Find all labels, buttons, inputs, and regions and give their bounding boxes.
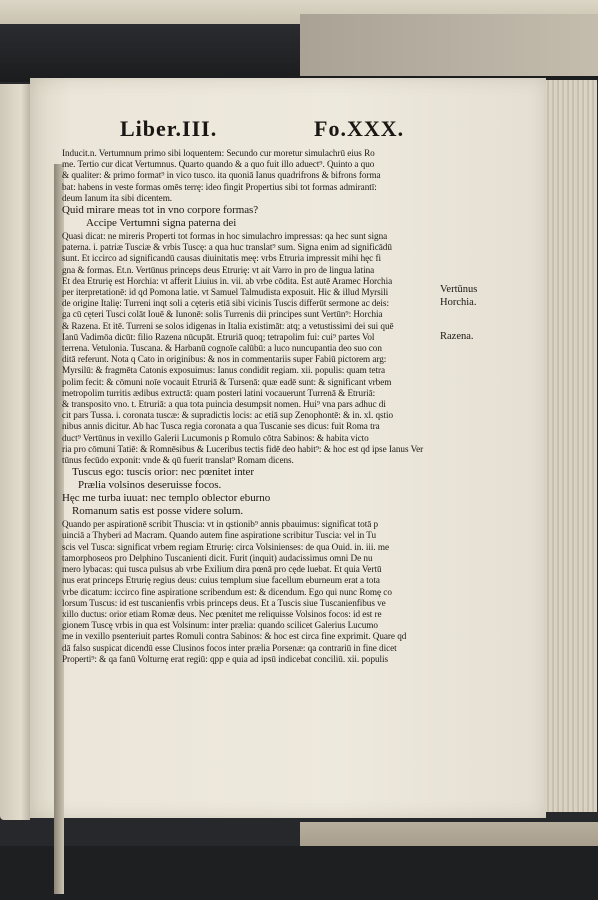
text-line: uinciā a Thyberi ad Macram. Quando autem fine aspiratione scribitur Tuscia: vel in Tu xyxy=(62,530,377,541)
running-header-folio: Fo.XXX. xyxy=(314,116,405,141)
text-line: ga cū cęteri Tusci colāt Iouē & Iunonē: solis Turrenis dii principes sunt Vertūn⁹: Horchia xyxy=(62,309,383,320)
text-line: tamorphoseos pro Delphino Tuscanienti dicit. Furit (inquit) audacissimus omni De nu xyxy=(62,552,373,563)
verse-line: Quid mirare meas tot in vno corpore formas? xyxy=(62,204,259,217)
text-line: dā falso suspicat dicendū esse Clusinos focos inter prælia Porsenæ: qa contrariū in fine dicet xyxy=(62,642,397,653)
verse-line: Prælia volsinos deseruisse focos. xyxy=(78,479,222,492)
text-line: Et dea Etrurię est Horchia: vt afferit Liuius in. vii. ab vrbe cōdita. Est autē Aramec Horchia xyxy=(62,275,393,286)
text-line: xillo ductus: orior etiam Romæ deus. Nec pœnitet me reliquisse Volsinos focos: id est re xyxy=(62,608,382,619)
verse-line: Hęc me turba iuuat: nec templo oblector eburno xyxy=(62,492,271,505)
text-line: tūnus fecūdo exponit: vnde & qū fuerit translat⁹ Romam dicens. xyxy=(62,455,294,466)
text-line: gionem Tuscę vrbis in qua est Volsinum: inter prælia: quando scilicet Galerius Lucumo xyxy=(62,620,378,631)
text-line: Properti⁹: & qa fanū Volturnę erat regiū: qpp e quia ad ipsū indicebat conciliū. xii. populis xyxy=(62,653,389,664)
text-line: ria pro cōmuni Tatiē: & Romnēsibus & Luceribus tectis fidē deo habit⁹: & hoc est qd ipse Ianus Ver xyxy=(62,443,424,454)
text-line: Ianū Vadimōa dicūt: filio Razena nūcupāt. Etruriā quoq; tetrapolim fui: cui⁹ partes Vol xyxy=(62,331,375,342)
text-line: bat: habens in veste formas omēs terrę: ideo fingit Propertius sibi tot formas admirantī: xyxy=(62,181,377,192)
text-line: duct⁹ Vertūnus in vexillo Galerii Lucumonis p Romulo cōtra Sabinos: & habita victo xyxy=(62,432,369,443)
page-edges-stack xyxy=(544,80,597,812)
background-dark-bottom xyxy=(0,846,598,900)
text-line: vrbe dicatum: iccirco fine aspiratione scribendum est: & dicendum. Ego qui nunc Romę co xyxy=(62,586,392,597)
text-line: mero lybacas: qui tusca pulsus ab vrbe Exilium dira pœnā pro cęde luebat. Et quia Vertū xyxy=(62,564,382,575)
text-line: cit pars Tussa. i. coronata tuscæ: & supradictis locis: ac etiā sup Zenophontē: & in. xl. qstio xyxy=(62,410,394,421)
marginal-note: Vertūnus xyxy=(440,284,478,295)
marginal-note: Horchia. xyxy=(440,297,477,308)
text-line: lorsum Tuscus: id est tuscanienfis vrbis princeps deus. Et a Tuscis siue Tuscanienfibus ve xyxy=(62,597,386,608)
text-line: Quando per aspirationē scribit Thuscia: vt in qstionib⁹ annis pbauimus: significat totā p xyxy=(62,519,379,530)
verse-line: Accipe Vertumni signa paterna dei xyxy=(86,217,237,230)
verse-line: Romanum satis est posse videre solum. xyxy=(72,505,244,518)
text-line: me. Tertio cur dicat Vertumnus. Quarto quando & a quo fuit illo aduect⁹. Quinto a quo xyxy=(62,159,375,170)
facing-page-edge xyxy=(0,84,30,820)
text-line: Quasi dicat: ne mireris Properti tot formas in hoc simulachro impressas: qa hec sunt signa xyxy=(62,231,388,242)
running-header-book: Liber.III. xyxy=(120,116,218,141)
text-line: sunt. Et iccirco ad significandū causas diuinitatis meę: vrbs Etruria impressit mihi hęc fi xyxy=(62,253,381,264)
text-line: nus erat princeps Etrurię regius deus: cuius templum siue facellum eburneum erat a tota xyxy=(62,575,380,586)
text-line: & Razena. Et itē. Turreni se solos idigenas in Italia existimāt: atq; a vetustissimi dei sui quē xyxy=(62,320,394,331)
commentary-text-block xyxy=(62,148,442,665)
text-line: nibus annis dicitur. Ab hac Tusca regia coronata a qua Tuscanie ses dicus: fuit Roma tra xyxy=(62,421,380,432)
text-line: ditā referunt. Nota q Cato in originibus: & nos in commentariis super Fabiū pictorem arg: xyxy=(62,354,387,365)
text-line: paterna. i. patriæ Tusciæ & vrbis Tuscę: a qua huc translat⁹ sum. Signa enim ad significādū xyxy=(62,242,392,253)
text-line: Inducit.n. Vertumnum primo sibi loquentem: Secundo cur moretur simulachrū eius Ro xyxy=(62,148,375,158)
text-line: Myrsilū: & fragmēta Catonis exposuimus: Ianus condidit regiam. xii. populis: quam tetra xyxy=(62,365,386,376)
marginal-note: Razena. xyxy=(440,331,474,342)
text-line: me in vexillo psenteriuit partes Romuli contra Sabinos: & hoc est circa fine exprimit. Quare qd xyxy=(62,631,407,642)
text-line: deum Ianum ita sibi dicentem. xyxy=(62,192,173,203)
background-object-right xyxy=(300,14,598,76)
text-line: per iterpretationē: id qd Pomona latie. vt Samuel Talmudista exposuit. Hic & illud Myrsili xyxy=(62,287,389,298)
text-line: metropolim turritis ædibus extructā: quam posteri latini vocauerunt Turrenā & Etruriā: xyxy=(62,387,376,398)
text-line: & qualiter: & primo format⁹ in vico tusco. ita quoniā Ianus quadrifrons & bifrons forma xyxy=(62,170,381,181)
text-line: de origine Italię: Turreni inqt soli a cęteris etiā sibi vicinis Tuscis differūt sermone ac deis: xyxy=(62,298,389,309)
text-line: scis vel Tusca: significat vrbem regiam Etrurię: circa Volsinienses: de qua Ouid. in. iii. me xyxy=(62,541,389,552)
text-line: polim fecit: & cōmuni noīe vocauit Etruriā & Tursenā: quæ eadē sunt: & significant vrbem xyxy=(62,376,392,387)
text-line: & transposito vno. t. Etruriā: a qua tota puincia desumpsit nomen. Hui⁹ vna pars adhuc di xyxy=(62,399,386,410)
text-line: terrena. Vetulonia. Tuscana. & Harbanū cognoīe calūbū: a luco nuncupantia deo suo con xyxy=(62,343,382,354)
verse-line: Tuscus ego: tuscis orior: nec pœnitet inter xyxy=(72,466,254,479)
text-line: gna & formas. Et.n. Vertūnus princeps deus Etrurię: vt ait Varro in pro de lingua latina xyxy=(62,264,375,275)
